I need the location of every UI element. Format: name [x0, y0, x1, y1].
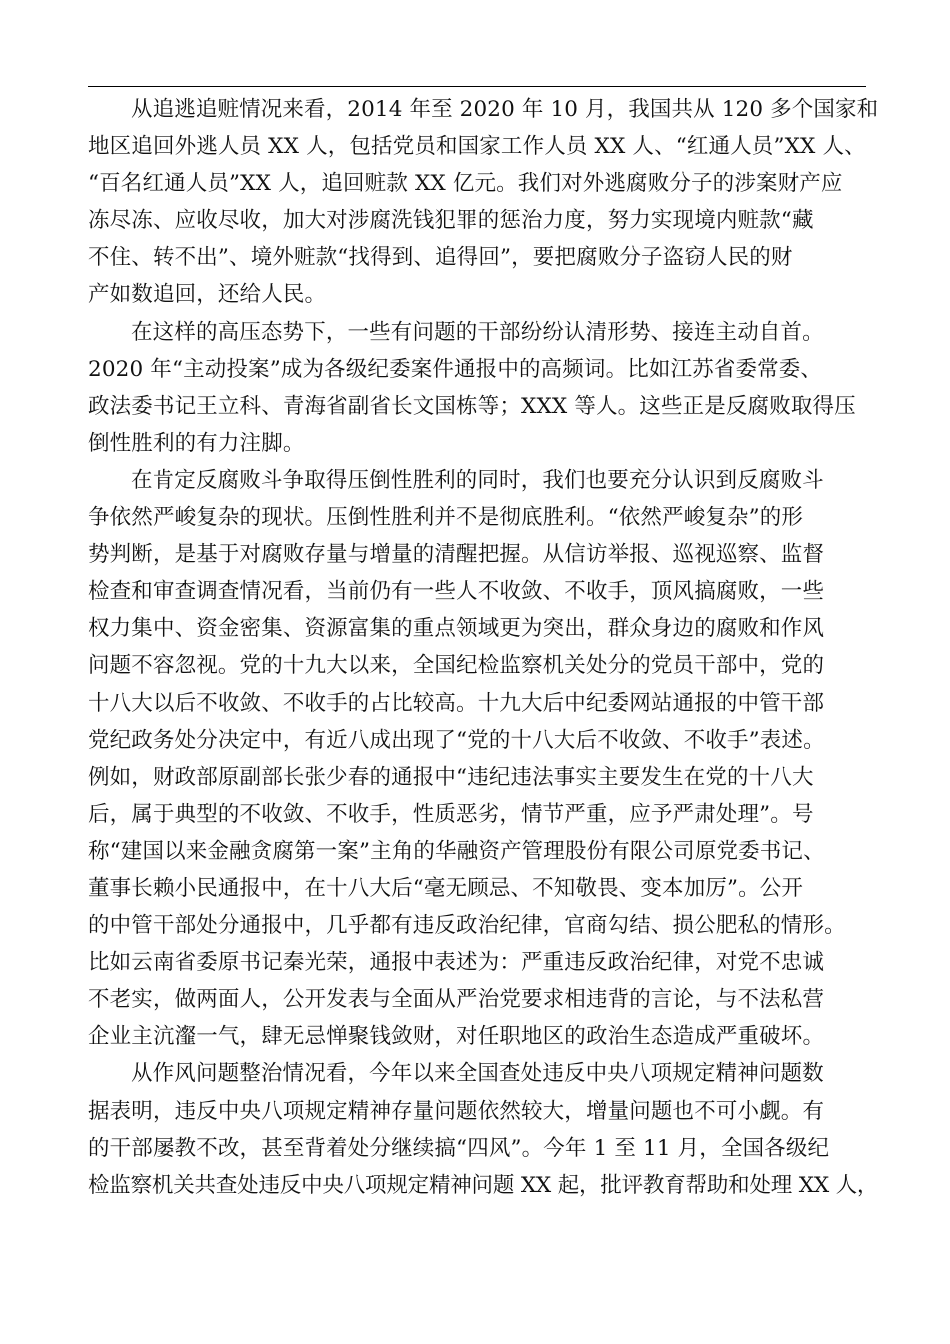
text-line: 企业主沆瀣一气，肆无忌惮聚钱敛财，对任职地区的政治生态造成严重破坏。 [88, 1024, 825, 1050]
text-line: “百名红通人员”XX 人，追回赃款 XX 亿元。我们对外逃腐败分子的涉案财产应 [88, 171, 843, 197]
text-line: 从作风问题整治情况看，今年以来全国查处违反中央八项规定精神问题数 [131, 1061, 824, 1087]
text-line: 产如数追回，还给人民。 [88, 282, 327, 308]
text-line: 党纪政务处分决定中，有近八成出现了“党的十八大后不收敛、不收手”表述。 [88, 727, 825, 753]
text-line: 政法委书记王立科、青海省副省长文国栋等；XXX 等人。这些正是反腐败取得压 [88, 393, 856, 419]
text-line: 势判断，是基于对腐败存量与增量的清醒把握。从信访举报、巡视巡察、监督 [88, 542, 825, 568]
text-line: 称“建国以来金融贪腐第一案”主角的华融资产管理股份有限公司原党委书记、 [88, 838, 825, 864]
document-body [88, 91, 878, 1204]
text-line: 不老实，做两面人，公开发表与全面从严治党要求相违背的言论，与不法私营 [88, 987, 825, 1013]
text-line: 权力集中、资金密集、资源富集的重点领域更为突出，群众身边的腐败和作风 [88, 616, 825, 642]
text-line: 争依然严峻复杂的现状。压倒性胜利并不是彻底胜利。“依然严峻复杂”的形 [88, 505, 804, 531]
text-line: 检监察机关共查处违反中央八项规定精神问题 XX 起，批评教育帮助和处理 XX 人， [88, 1172, 879, 1198]
text-line: 例如，财政部原副部长张少春的通报中“违纪违法事实主要发生在党的十八大 [88, 764, 814, 790]
text-line: 检查和审查调查情况看，当前仍有一些人不收敛、不收手，顶风搞腐败，一些 [88, 579, 825, 605]
paragraph-situation [88, 462, 878, 1056]
text-line: 不住、转不出”、境外赃款“找得到、追得回”，要把腐败分子盗窃人民的财 [88, 245, 793, 271]
text-line: 冻尽冻、应收尽收，加大对涉腐洗钱犯罪的惩治力度，努力实现境内赃款“藏 [88, 208, 814, 234]
text-line: 据表明，违反中央八项规定精神存量问题依然较大，增量问题也不可小觑。有 [88, 1098, 825, 1124]
text-line: 比如云南省委原书记秦光荣，通报中表述为：严重违反政治纪律，对党不忠诚 [88, 950, 825, 976]
text-line: 从追逃追赃情况来看，2014 年至 2020 年 10 月，我国共从 120 多个国家和 [131, 97, 879, 122]
text-line: 2020 年“主动投案”成为各级纪委案件通报中的高频词。比如江苏省委常委、 [88, 356, 823, 382]
text-line: 董事长赖小民通报中，在十八大后“毫无顾忌、不知敬畏、变本加厉”。公开 [88, 875, 804, 901]
header-rule [88, 86, 866, 87]
text-line: 在这样的高压态势下，一些有问题的干部纷纷认清形势、接连主动自首。 [131, 319, 824, 345]
text-line: 问题不容忽视。党的十九大以来，全国纪检监察机关处分的党员干部中，党的 [88, 653, 825, 679]
text-line: 十八大以后不收敛、不收手的占比较高。十九大后中纪委网站通报的中管干部 [88, 690, 825, 716]
text-line: 的干部屡教不改，甚至背着处分继续搞“四风”。今年 1 至 11 月，全国各级纪 [88, 1135, 830, 1161]
text-line: 的中管干部处分通报中，几乎都有违反政治纪律，官商勾结、损公肥私的情形。 [88, 913, 846, 939]
paragraph-surrender [88, 314, 878, 462]
text-line: 地区追回外逃人员 XX 人，包括党员和国家工作人员 XX 人、“红通人员”XX 人、 [88, 134, 866, 160]
paragraph-recovery [88, 91, 878, 314]
text-line: 后，属于典型的不收敛、不收手，性质恶劣，情节严重，应予严肃处理”。号 [88, 801, 814, 827]
text-line: 在肯定反腐败斗争取得压倒性胜利的同时，我们也要充分认识到反腐败斗 [131, 467, 824, 493]
paragraph-conduct [88, 1055, 878, 1203]
text-line: 倒性胜利的有力注脚。 [88, 430, 305, 456]
